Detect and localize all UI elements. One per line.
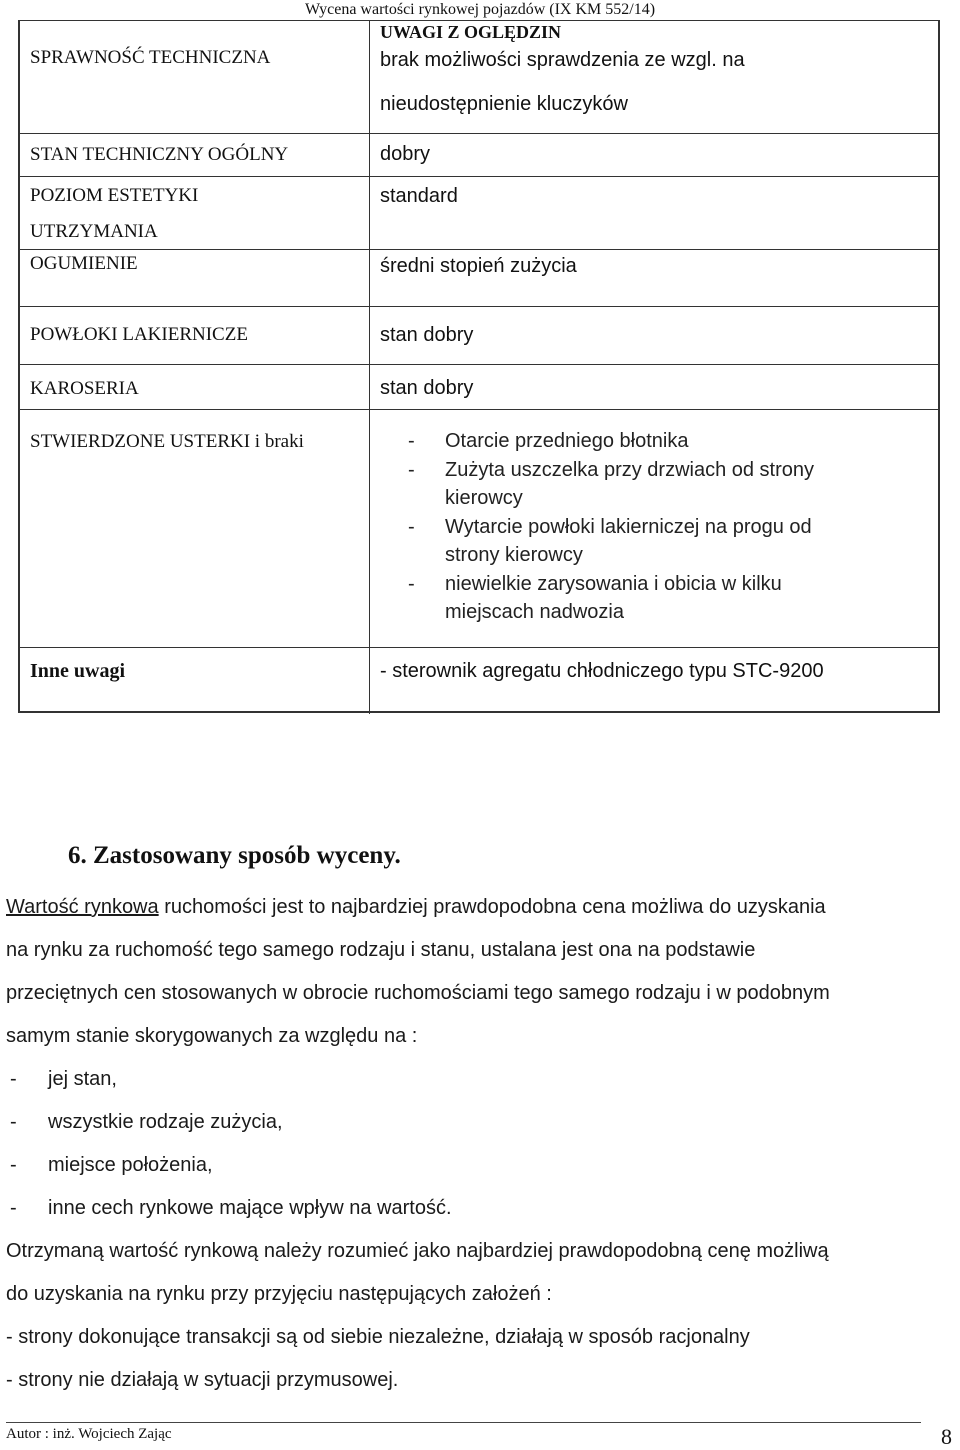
section-title: 6. Zastosowany sposób wyceny.	[68, 842, 401, 869]
row-label: OGUMIENIE	[30, 253, 138, 274]
table-row	[20, 21, 938, 134]
other-value: - sterownik agregatu chłodniczego typu STC-9200	[380, 660, 824, 682]
table-row	[20, 306, 938, 365]
list-item: - Otarcie przedniego błotnika	[408, 430, 689, 452]
other-label: Inne uwagi	[30, 660, 126, 682]
footer-rule	[6, 1422, 921, 1423]
defects-list	[370, 427, 938, 627]
row-value-line: brak możliwości sprawdzenia ze wzgl. na	[380, 49, 745, 71]
row-value: stan dobry	[380, 324, 474, 346]
inspection-table	[18, 20, 940, 713]
row-value: stan dobry	[380, 377, 474, 399]
defects-label: STWIERDZONE USTERKI i braki	[30, 431, 304, 452]
table-row-defects	[20, 409, 938, 648]
list-item: - Zużyta uszczelka przy drzwiach od strony kierowcy	[408, 458, 815, 509]
list-item: - Wytarcie powłoki lakierniczej na progu od strony kierowcy	[408, 515, 812, 566]
row-label	[20, 47, 360, 133]
defects-list-cell	[370, 427, 938, 647]
table-row	[20, 133, 938, 177]
row-label-line: UTRZYMANIA	[30, 221, 158, 242]
table-heading: UWAGI Z OGLĘDZIN	[380, 22, 562, 42]
row-label-text: SPRAWNOŚĆ TECHNICZNA	[30, 47, 271, 68]
paragraph-line: - strony nie działają w sytuacji przymusowej.	[6, 1369, 399, 1391]
row-label	[20, 176, 360, 249]
body-text	[6, 886, 946, 1402]
footer-author: Autor : inż. Wojciech Zając	[6, 1426, 172, 1442]
row-label-line: POZIOM ESTETYKI	[30, 185, 199, 206]
paragraph-line: na rynku za ruchomość tego samego rodzaju i stanu, ustalana jest ona na podstawie	[6, 939, 756, 961]
bullet-item: - inne cech rynkowe mające wpływ na wartość.	[10, 1197, 452, 1219]
table-row-other	[20, 647, 938, 714]
table-row	[20, 176, 938, 250]
bullet-item: - miejsce położenia,	[10, 1154, 213, 1176]
bullet-item: - wszystkie rodzaje zużycia,	[10, 1111, 283, 1133]
underlined-term: Wartość rynkowa	[6, 896, 159, 918]
row-value: dobry	[380, 143, 431, 165]
column-divider	[369, 409, 370, 714]
text-span: ruchomości jest to najbardziej prawdopodobna cena możliwa do uzyskania	[158, 896, 826, 918]
paragraph-line: - strony dokonujące transakcji są od siebie niezależne, działają w sposób racjonalny	[6, 1326, 750, 1348]
list-item: - niewielkie zarysowania i obicia w kilku miejscach nadwozia	[408, 572, 782, 623]
row-value-line: nieudostępnienie kluczyków	[380, 93, 628, 115]
row-value	[370, 47, 938, 133]
table-row	[20, 249, 938, 307]
document-header: Wycena wartości rynkowej pojazdów (IX KM 552/14)	[304, 1, 656, 18]
row-label: KAROSERIA	[30, 378, 139, 399]
row-value: standard	[380, 185, 458, 207]
paragraph-line: do uzyskania na rynku przy przyjęciu następujących założeń :	[6, 1283, 552, 1305]
bullet-item: - jej stan,	[10, 1068, 117, 1090]
paragraph-line: samym stanie skorygowanych za względu na :	[6, 1025, 418, 1047]
paragraph-line: Otrzymaną wartość rynkową należy rozumieć jako najbardziej prawdopodobną cenę możliwą	[6, 1240, 829, 1262]
row-label: STAN TECHNICZNY OGÓLNY	[30, 144, 289, 165]
row-label: POWŁOKI LAKIERNICZE	[30, 324, 248, 345]
page-number: 8	[941, 1424, 952, 1449]
table-row	[20, 364, 938, 410]
row-value: średni stopień zużycia	[380, 255, 577, 277]
paragraph-line: przeciętnych cen stosowanych w obrocie ruchomościami tego samego rodzaju i w podobnym	[6, 982, 830, 1004]
paragraph-line	[6, 886, 946, 929]
